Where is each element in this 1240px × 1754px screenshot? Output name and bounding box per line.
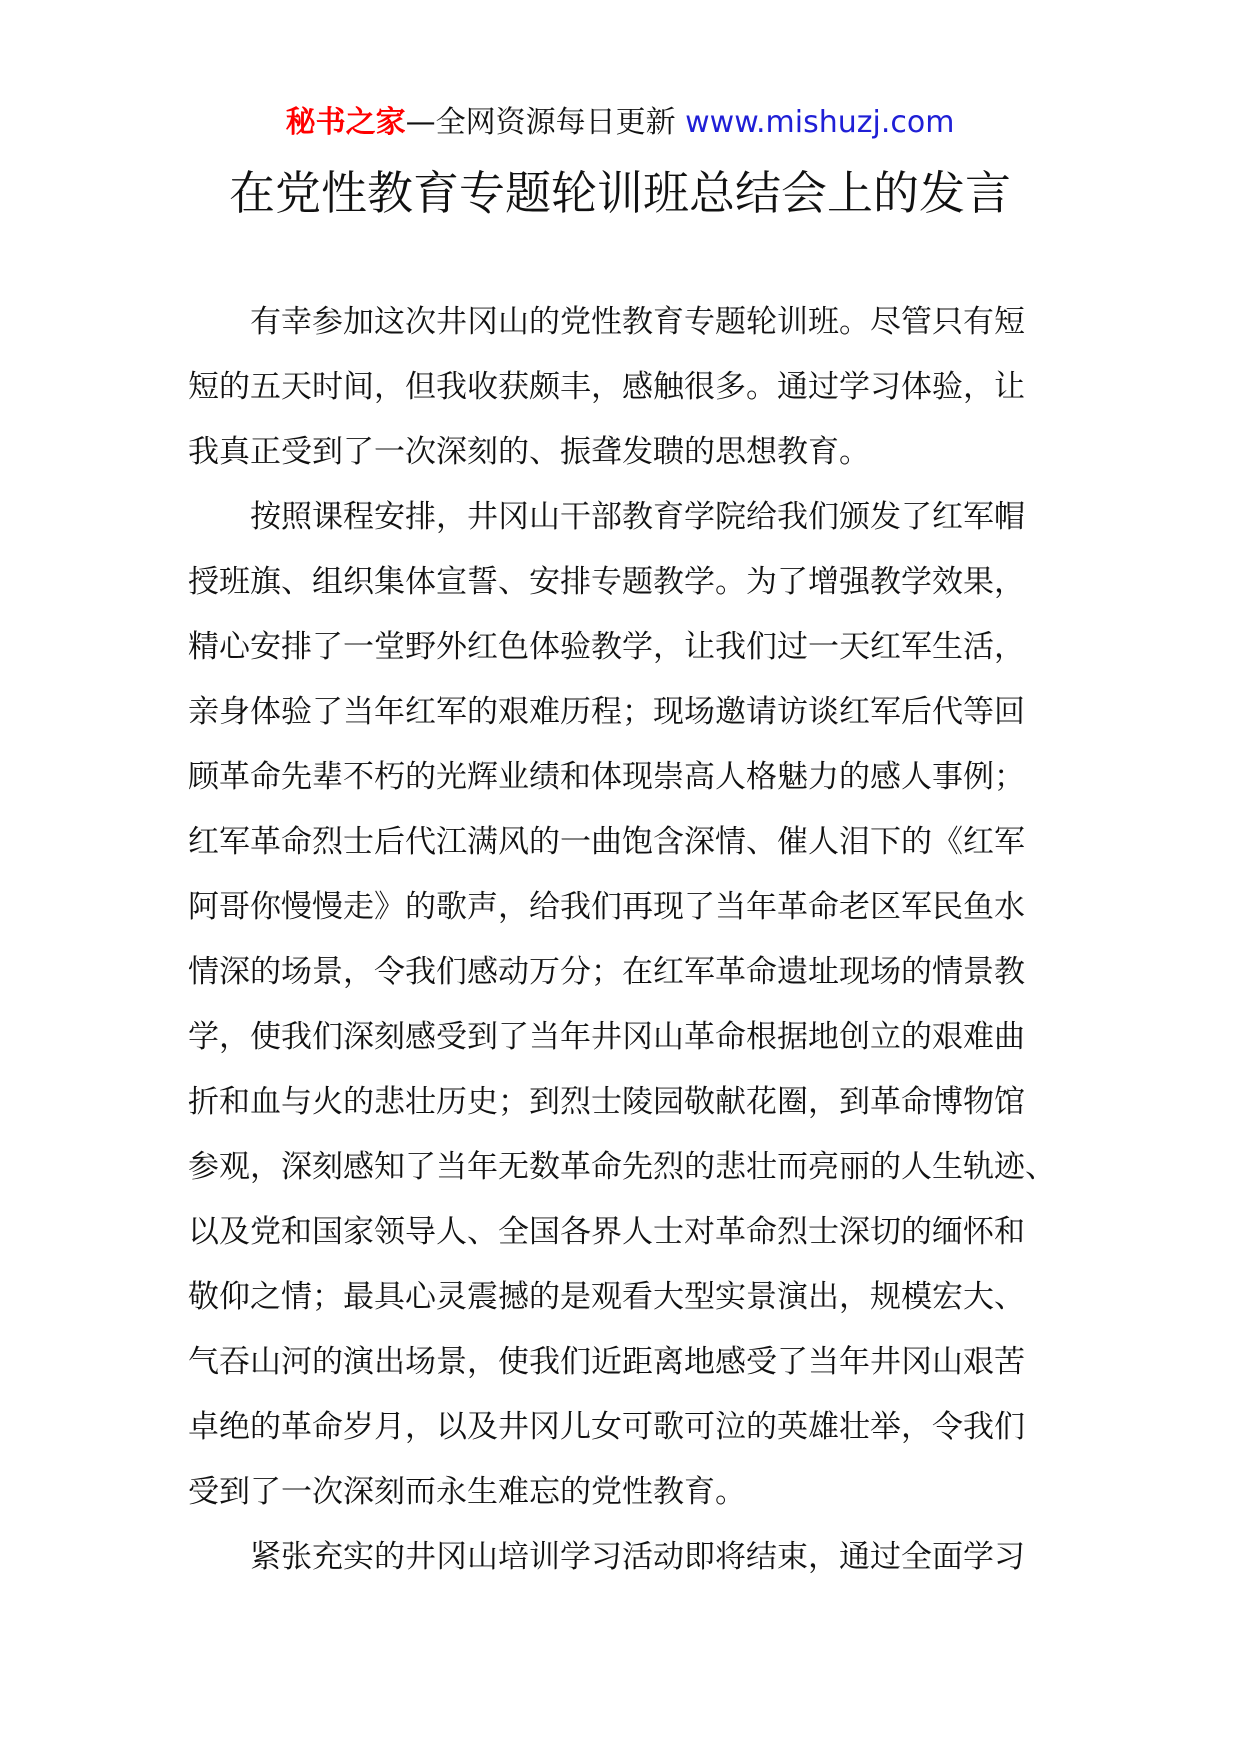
text-line: 卓绝的革命岁月，以及井冈儿女可歌可泣的英雄壮举，令我们 (188, 1409, 1025, 1445)
text-line: 亲身体验了当年红军的艰难历程；现场邀请访谈红军后代等回 (188, 694, 1025, 730)
site-url-link[interactable]: www.mishuzj.com (685, 105, 955, 140)
paragraph-1 (188, 290, 1068, 485)
text-line: 按照课程安排，井冈山干部教育学院给我们颁发了红军帽 (250, 499, 1025, 535)
paragraph-2 (188, 485, 1068, 1525)
text-line: 折和血与火的悲壮历史；到烈士陵园敬献花圈，到革命博物馆 (188, 1084, 1025, 1120)
text-line: 短的五天时间，但我收获颇丰，感触很多。通过学习体验，让 (188, 369, 1025, 405)
text-line: 情深的场景，令我们感动万分；在红军革命遗址现场的情景教 (188, 954, 1025, 990)
text-line: 学，使我们深刻感受到了当年井冈山革命根据地创立的艰难曲 (188, 1019, 1025, 1055)
text-line: 紧张充实的井冈山培训学习活动即将结束，通过全面学习 (250, 1539, 1025, 1575)
text-line: 参观，深刻感知了当年无数革命先烈的悲壮而亮丽的人生轨迹、 (188, 1149, 1056, 1185)
text-line: 有幸参加这次井冈山的党性教育专题轮训班。尽管只有短 (250, 304, 1025, 340)
paragraph-3 (188, 1525, 1068, 1590)
document-title: 在党性教育专题轮训班总结会上的发言 (229, 166, 1011, 220)
site-header (0, 103, 1240, 143)
text-line: 气吞山河的演出场景，使我们近距离地感受了当年井冈山艰苦 (188, 1344, 1025, 1380)
text-line: 顾革命先辈不朽的光辉业绩和体现崇高人格魅力的感人事例； (188, 759, 1025, 795)
text-line: 敬仰之情；最具心灵震撼的是观看大型实景演出，规模宏大、 (188, 1279, 1025, 1315)
text-line: 授班旗、组织集体宣誓、安排专题教学。为了增强教学效果， (188, 564, 1025, 600)
text-line: 我真正受到了一次深刻的、振聋发聩的思想教育。 (188, 434, 870, 470)
text-line: 以及党和国家领导人、全国各界人士对革命烈士深切的缅怀和 (188, 1214, 1025, 1250)
document-body (188, 290, 1068, 1590)
text-line: 精心安排了一堂野外红色体验教学，让我们过一天红军生活， (188, 629, 1025, 665)
text-line: 红军革命烈士后代江满风的一曲饱含深情、催人泪下的《红军 (188, 824, 1025, 860)
text-line: 阿哥你慢慢走》的歌声，给我们再现了当年革命老区军民鱼水 (188, 889, 1025, 925)
site-brand: 秘书之家 (285, 105, 406, 140)
text-line: 受到了一次深刻而永生难忘的党性教育。 (188, 1474, 746, 1510)
site-slogan: —全网资源每日更新 (405, 105, 676, 140)
